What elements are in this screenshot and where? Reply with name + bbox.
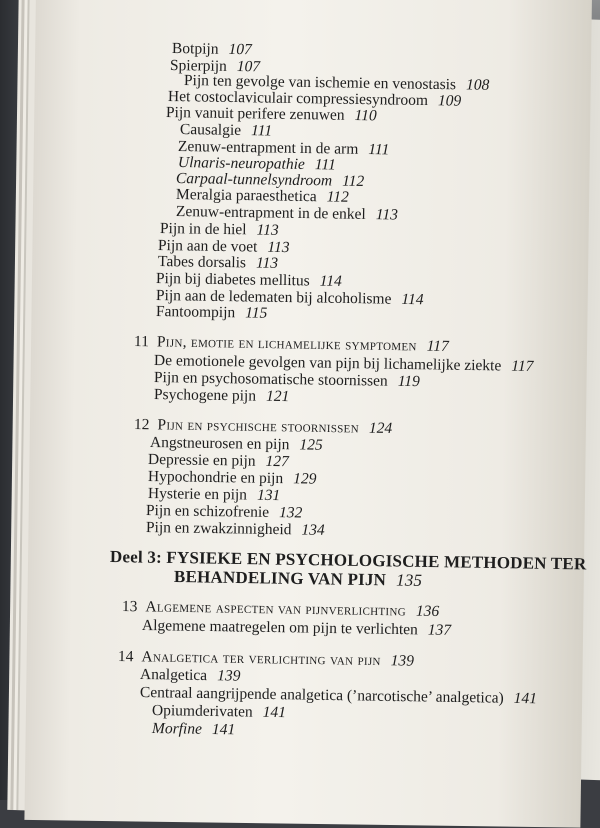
toc-entry: Angstneurosen en pijn 125: [149, 434, 323, 454]
toc-entry: Pijn en zwakzinnigheid 134: [145, 519, 325, 539]
toc-entry: Pijn vanuit perifere zenuwen 110: [165, 104, 377, 125]
toc-entry: Zenuw-entrapment in de enkel 113: [175, 203, 399, 224]
toc-entry: De emotionele gevolgen van pijn bij lichamelijke ziekte 117: [153, 352, 534, 375]
toc-entry: Hysterie en pijn 131: [147, 485, 281, 505]
toc-entry: Pijn en schizofrenie 132: [145, 502, 303, 522]
toc-entry: Pijn in de hiel 113: [159, 220, 279, 239]
toc-entry: Botpijn 107: [171, 40, 252, 59]
toc-entry: Meralgia paraesthetica 112: [175, 186, 349, 206]
toc-entry: Pijn bij diabetes mellitus 114: [155, 270, 342, 290]
part-heading: BEHANDELING VAN PIJN 135: [173, 567, 423, 590]
toc-entry: Carpaal-tunnelsyndroom 112: [175, 170, 365, 190]
toc-entry: Het costoclaviculair compressiesyndroom 109: [167, 88, 462, 110]
chapter-heading: 13 Algemene aspecten van pijnverlichting 136: [121, 598, 440, 620]
toc-entry: Fantoompijn 115: [155, 303, 268, 322]
toc-entry: Opiumderivaten 141: [151, 702, 287, 722]
toc-entry: Causalgie 111: [179, 121, 273, 140]
chapter-heading: 11 Pijn, emotie en lichamelijke symptomen 117: [133, 333, 449, 355]
toc-entry: Pijn ten gevolge van ischemie en venostasis 108: [183, 72, 490, 94]
toc-entry: Zenuw-entrapment in de arm 111: [177, 138, 390, 159]
toc-entry: Pijn en psychosomatische stoornissen 119: [153, 369, 420, 391]
toc-entry: Analgetica 139: [139, 666, 241, 685]
part-heading: Deel 3: FYSIEKE EN PSYCHOLOGISCHE METHODEN TER: [109, 547, 587, 574]
chapter-heading: 12 Pijn en psychische stoornissen 124: [133, 416, 393, 438]
toc-entry: Pijn aan de ledematen bij alcoholisme 114: [155, 287, 424, 309]
toc-entry: Spierpijn 107: [169, 57, 261, 76]
toc-entry: Algemene maatregelen om pijn te verlichten 137: [141, 617, 452, 639]
toc-entry: Pijn aan de voet 113: [157, 237, 290, 257]
toc-entry: Morfine 141: [151, 720, 236, 739]
toc-entry: Depressie en pijn 127: [147, 451, 289, 471]
chapter-heading: 14 Analgetica ter verlichting van pijn 139: [117, 648, 415, 670]
toc-entry: Hypochondrie en pijn 129: [147, 468, 317, 488]
toc-entry: Ulnaris-neuropathie 111: [177, 154, 336, 174]
toc-entry: Psychogene pijn 121: [153, 386, 290, 406]
toc-entry: Tabes dorsalis 113: [157, 253, 279, 272]
toc-entry: Centraal aangrijpende analgetica (’narcotische’ analgetica) 141: [139, 684, 538, 708]
